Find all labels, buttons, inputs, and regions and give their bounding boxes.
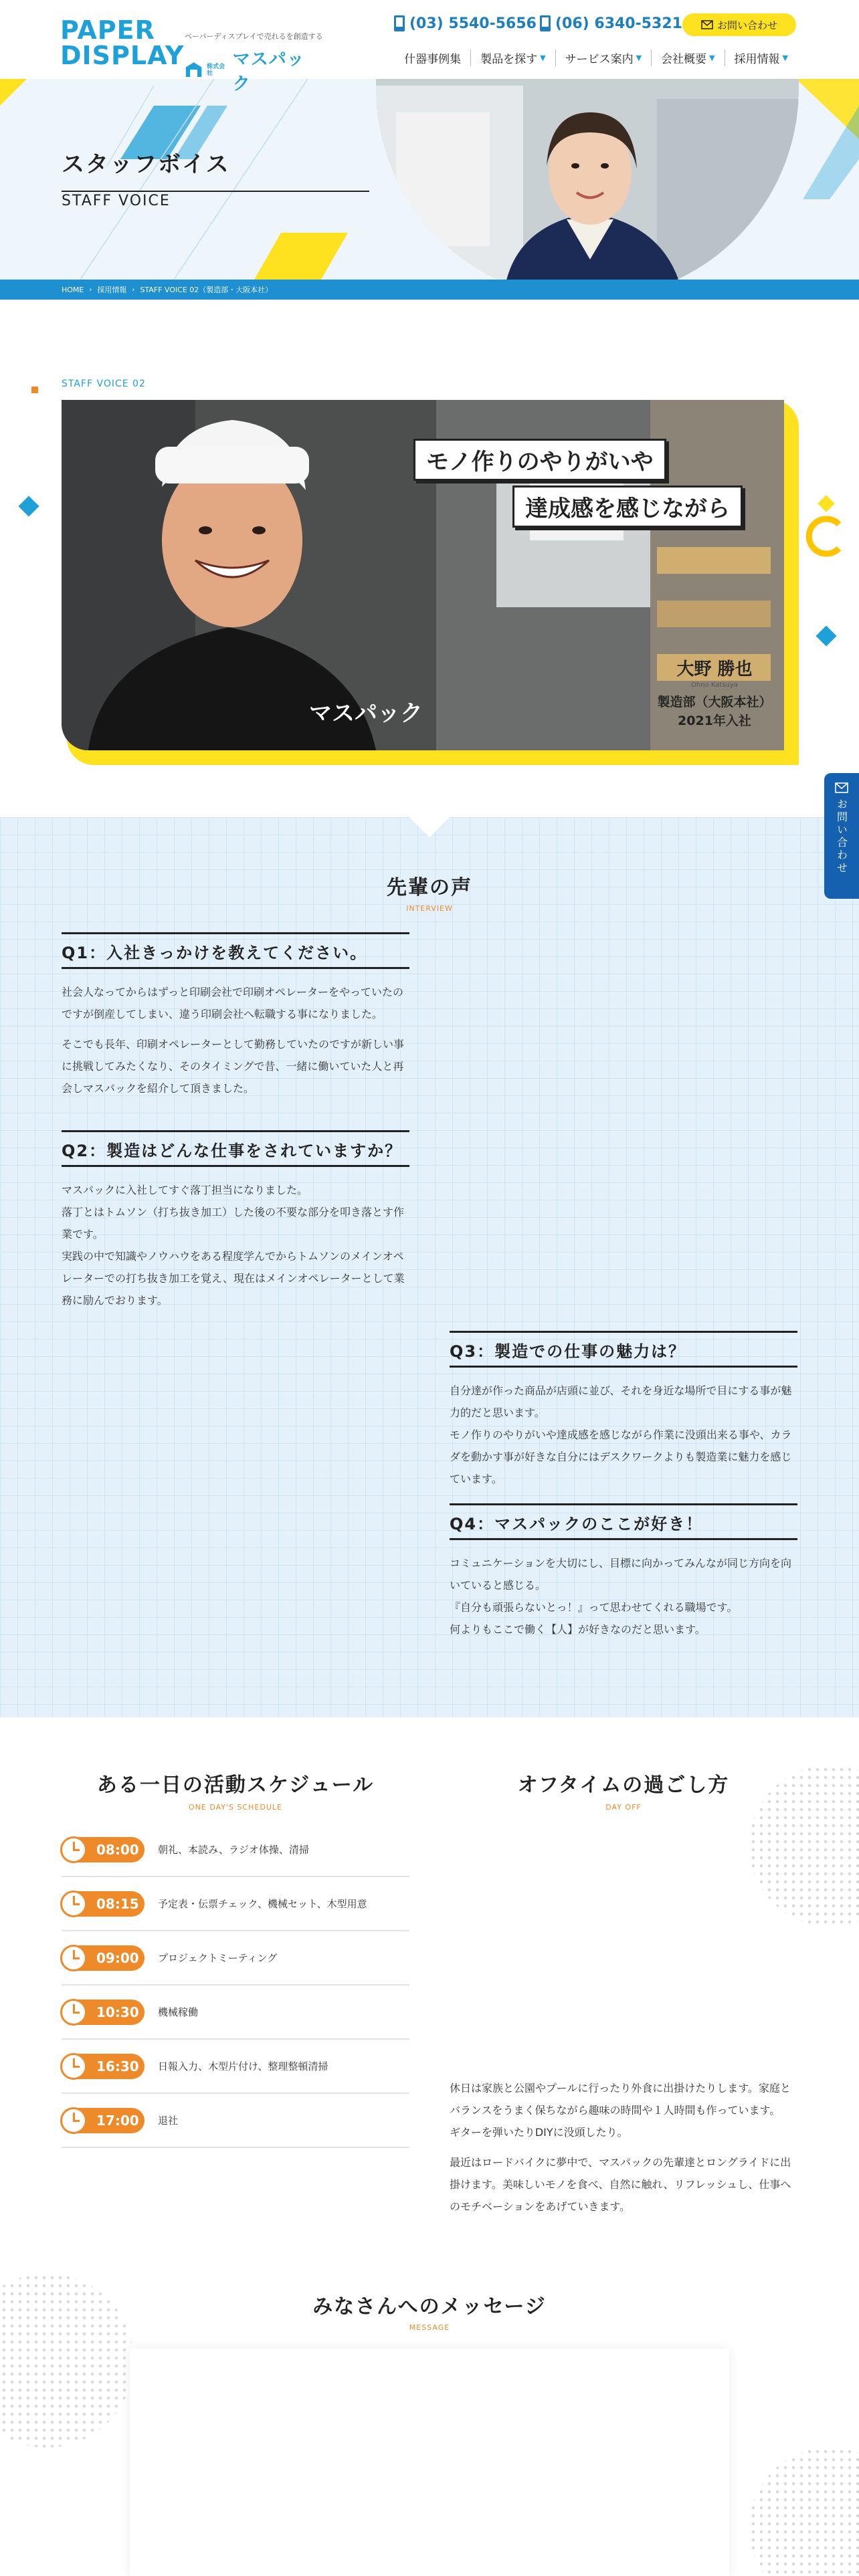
time-badge	[62, 1891, 145, 1917]
breadcrumb-current: STAFF VOICE 02（製造部・大阪本社）	[140, 286, 273, 294]
staff-name-roman: Ohno Katsuya	[691, 681, 738, 689]
question-heading: Q1：入社きっかけを教えてください。	[62, 932, 409, 969]
chevron-down-icon: ▼	[636, 53, 642, 62]
schedule-row	[62, 2094, 409, 2148]
time-text: 10:30	[96, 2004, 139, 2020]
schedule-list	[62, 1823, 409, 2148]
site-logo[interactable]	[60, 15, 323, 94]
question-heading: Q3：製造での仕事の魅力は？	[450, 1331, 797, 1368]
hero-banner	[0, 79, 859, 280]
schedule-activity: 退社	[158, 2115, 179, 2127]
dayoff-title: オフタイムの過ごし方	[517, 1774, 730, 1797]
schedule-row	[62, 1823, 409, 1877]
tel-tokyo-number: (03) 5540-5656	[409, 15, 537, 32]
clock-icon	[60, 1836, 87, 1863]
schedule-activity: 予定表・伝票チェック、機械セット、木型用意	[158, 1898, 367, 1910]
tel-osaka[interactable]	[539, 15, 682, 32]
catchphrase-line-1: モノ作りのやりがいや	[413, 439, 666, 481]
global-nav	[395, 49, 797, 66]
schedule-title: ある一日の活動スケジュール	[96, 1774, 375, 1797]
schedule-subtitle: ONE DAY'S SCHEDULE	[189, 1803, 282, 1812]
phone-icon	[539, 15, 551, 32]
nav-label: 什器事例集	[404, 53, 462, 66]
interview-subtitle: INTERVIEW	[406, 904, 453, 913]
question-1	[62, 932, 409, 1099]
schedule-row	[62, 1931, 409, 1985]
answer-text: そこでも長年、印刷オペレーターとして勤務していたのですが新しい事に挑戦してみたくなり、そのタイミングで昔、一緒に働いていた人と再会しマスパックを紹介して頂きました。	[62, 1038, 405, 1095]
schedule-row	[62, 1985, 409, 2040]
schedule-activity: 日報入力、木型片付け、整理整頓清掃	[158, 2060, 328, 2072]
answer-text: 何よりもここで働く【人】が好きなのだと思います。	[450, 1623, 706, 1636]
clock-icon	[60, 1999, 87, 2026]
dayoff-paragraph: 休日は家族と公園やプールに行ったり外食に出掛けたりします。家庭とバランスをうまく保ちながら趣味の時間や１人時間も作っています。	[450, 2082, 791, 2117]
side-contact-label: お問い合わせ	[835, 798, 848, 875]
schedule-activity: 朝礼、本読み、ラジオ体操、清掃	[158, 1844, 309, 1856]
dot-pattern-decoration	[749, 2448, 859, 2576]
page-title: スタッフボイス	[62, 146, 369, 192]
interview-title: 先輩の声	[387, 876, 472, 899]
schedule-row	[62, 1877, 409, 1931]
time-text: 09:00	[96, 1949, 139, 1966]
staff-profile	[641, 655, 788, 730]
nav-item-recruit[interactable]	[725, 49, 797, 66]
message-card	[130, 2349, 729, 2576]
question-heading: Q2：製造はどんな仕事をされていますか？	[62, 1130, 409, 1167]
clock-icon	[60, 1945, 87, 1971]
time-text: 08:00	[96, 1841, 139, 1858]
time-badge	[62, 1837, 145, 1862]
contact-button[interactable]	[682, 13, 796, 36]
nav-item-services[interactable]	[555, 49, 651, 66]
section-notch	[409, 817, 450, 837]
answer-text: 実践の中で知識やノウハウをある程度学んでからトムソンのメインオペレーターでの打ち抜き加工を覚え、現在はメインオペレーターとして業務に励んでおります。	[62, 1250, 405, 1307]
answer-text: コミュニケーションを大切にし、目標に向かってみんなが同じ方向を向いていると感じる。	[450, 1557, 792, 1592]
breadcrumb-recruit[interactable]: 採用情報	[97, 286, 127, 294]
staff-voice-label: STAFF VOICE 02	[62, 379, 146, 389]
contact-button-label: お問い合わせ	[717, 19, 777, 31]
answer-text: 『自分も頑張らないとっ！』って思わせてくれる職場です。	[450, 1601, 738, 1614]
side-contact-tab[interactable]	[824, 773, 859, 899]
question-heading: Q4：マスパックのここが好き！	[450, 1503, 797, 1540]
nav-label: サービス案内	[565, 53, 634, 66]
shirt-logo-text: マスパック	[309, 700, 423, 727]
nav-label: 採用情報	[734, 53, 780, 66]
answer-text: 社会人なってからはずっと印刷会社で印刷オペレーターをやっていたのですが倒産してしまい、違う印刷会社へ転職する事になりました。	[62, 986, 404, 1021]
time-text: 16:30	[96, 2058, 139, 2074]
nav-item-cases[interactable]	[395, 49, 470, 66]
breadcrumb-home[interactable]: HOME	[62, 285, 84, 294]
chevron-down-icon: ▼	[782, 53, 788, 62]
brand-mark	[185, 45, 314, 95]
dayoff-paragraph: ギターを弾いたりDIYに没頭したり。	[450, 2126, 628, 2139]
logo-word-paper: PAPER	[60, 15, 155, 45]
brand-name: マスパック	[232, 49, 305, 94]
question-3	[450, 1331, 797, 1490]
clock-icon	[60, 1891, 87, 1917]
nav-item-products[interactable]	[470, 49, 555, 66]
mail-icon	[701, 20, 713, 29]
chevron-right-icon: ›	[132, 286, 135, 294]
logo-word-display: DISPLAY	[60, 41, 185, 70]
answer-text: モノ作りのやりがいや達成感を感じながら作業に没頭出来る事や、カラダを動かす事が好きな自分にはデスクワークよりも製造業に魅力を感じています。	[450, 1428, 792, 1485]
time-badge	[62, 2000, 145, 2025]
nav-item-company[interactable]	[651, 49, 724, 66]
nav-label: 製品を探す	[480, 53, 538, 66]
chevron-right-icon: ›	[89, 286, 92, 294]
time-badge	[62, 2054, 145, 2079]
answer-text: 落丁とはトムソン（打ち抜き加工）した後の不要な部分を叩き落とす作業です。	[62, 1206, 405, 1241]
tel-osaka-number: (06) 6340-5321	[555, 15, 682, 32]
question-4	[450, 1503, 797, 1640]
clock-icon	[60, 2107, 87, 2134]
page-subtitle: STAFF VOICE	[62, 193, 171, 209]
brand-sub: 株式会社	[207, 64, 225, 77]
chevron-down-icon: ▼	[709, 53, 715, 62]
time-text: 17:00	[96, 2112, 139, 2129]
site-header	[0, 0, 859, 94]
dayoff-text	[450, 2077, 797, 2218]
answer-text: マスパックに入社してすぐ落丁担当になりました。	[62, 1184, 308, 1196]
staff-name: 大野 勝也	[676, 659, 753, 679]
dayoff-paragraph: 最近はロードバイクに夢中で、マスパックの先輩達とロングライドに出掛けます。美味しいモノを食べ、自然に触れ、リフレッシュし、仕事へのモチベーションをあげていきます。	[450, 2156, 791, 2213]
schedule-activity: 機械稼働	[158, 2006, 199, 2018]
schedule-row	[62, 2040, 409, 2094]
nav-label: 会社概要	[661, 53, 707, 66]
message-title: みなさんへのメッセージ	[312, 2295, 547, 2319]
question-2	[62, 1130, 409, 1311]
tel-tokyo[interactable]	[393, 15, 537, 32]
time-text: 08:15	[96, 1895, 139, 1912]
dayoff-subtitle: DAY OFF	[605, 1803, 642, 1812]
time-badge	[62, 1945, 145, 1971]
answer-text: 自分達が作った商品が店頭に並び、それを身近な場所で目にする事が魅力的だと思います。	[450, 1384, 792, 1419]
schedule-activity: プロジェクトミーティング	[158, 1952, 278, 1964]
message-subtitle: MESSAGE	[409, 2323, 450, 2332]
catchphrase-line-2: 達成感を感じながら	[512, 486, 743, 528]
clock-icon	[60, 2053, 87, 2080]
time-badge	[62, 2108, 145, 2133]
chevron-down-icon: ▼	[540, 53, 546, 62]
company-logo-icon	[185, 60, 203, 80]
staff-join-year: 2021年入社	[678, 714, 751, 728]
staff-department: 製造部（大阪本社）	[657, 695, 772, 710]
mail-icon	[835, 782, 848, 793]
breadcrumb	[0, 280, 859, 300]
logo-tagline: ペーパーディスプレイで売れるを創造する	[185, 32, 323, 41]
phone-icon	[393, 15, 405, 32]
